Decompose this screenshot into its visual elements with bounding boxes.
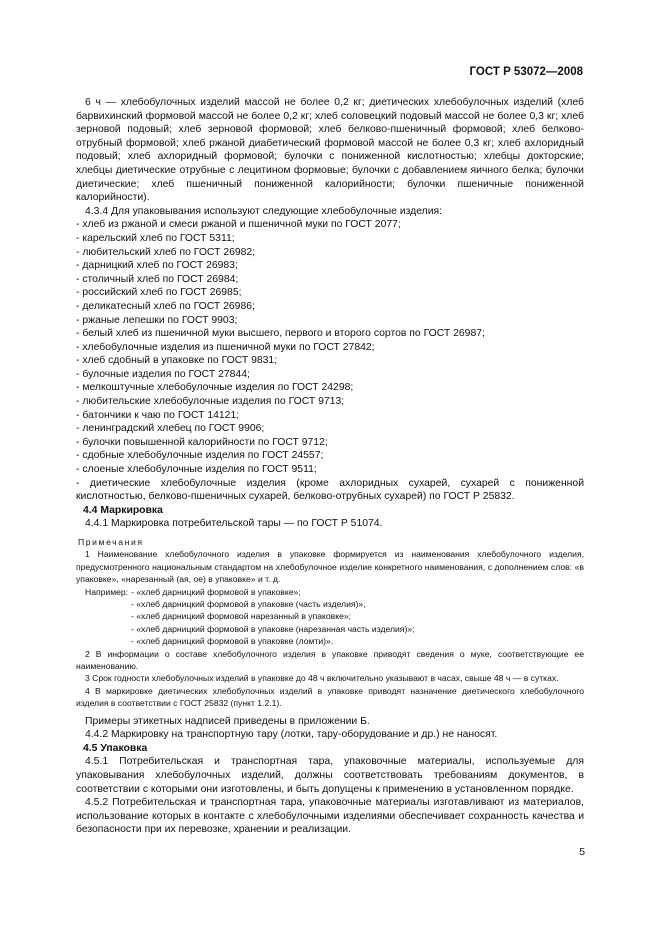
- note-4: 4 В маркировке диетических хлебобулочных изделий в упаковке приводят назначение диетического хлебобулочного изделия в соответствии с ГОСТ 25832 (пункт 1.2.1).: [76, 685, 584, 709]
- clause-4-5-1: 4.5.1 Потребительская и транспортная тара, упаковочные материалы, используемые для упаковывания хлебобулочных изделий, должны соответствовать требованиям документов, в соответствии с которыми они изготовлены, и быть допущены к применению в установленном порядке.: [76, 756, 584, 795]
- list-item: - белый хлеб из пшеничной муки высшего, первого и второго сортов по ГОСТ 26987;: [76, 328, 485, 340]
- list-item: - хлеб сдобный в упаковке по ГОСТ 9831;: [76, 355, 278, 367]
- notes-heading: Примечания: [78, 537, 144, 547]
- list-item: - дарницкий хлеб по ГОСТ 26983;: [76, 260, 238, 272]
- list-item: - диетические хлебобулочные изделия (кроме ахлоридных сухарей, сухарей с пониженной кислотностью, белково-пшеничных сухарей, белково-отрубных сухарей) по ГОСТ Р 25832.: [76, 477, 584, 503]
- clause-4-3-4: 4.3.4 Для упаковывания используют следующие хлебобулочные изделия:: [85, 205, 443, 217]
- example-item: - «хлеб дарницкий формовой в упаковке (нарезанная часть изделия)»;: [131, 623, 415, 634]
- list-item: - карельский хлеб по ГОСТ 5311;: [76, 232, 235, 244]
- section-heading-packaging: 4.5 Упаковка: [83, 742, 148, 754]
- section-heading-marking: 4.4 Маркировка: [83, 504, 163, 516]
- note-examples: [85, 586, 584, 598]
- list-item: - сдобные хлебобулочные изделия по ГОСТ 24557;: [76, 450, 324, 462]
- list-item: - булочные изделия по ГОСТ 27844;: [76, 368, 250, 380]
- document-code: ГОСТ Р 53072—2008: [469, 66, 583, 78]
- examples-reference: Примеры этикетных надписей приведены в приложении Б.: [85, 715, 370, 727]
- list-item: - любительские хлебобулочные изделия по ГОСТ 9713;: [76, 396, 345, 408]
- list-item: - ленинградский хлебец по ГОСТ 9906;: [76, 423, 265, 435]
- list-item: - деликатесный хлеб по ГОСТ 26986;: [76, 300, 255, 312]
- list-item: - хлеб из ржаной и смеси ржаной и пшеничной муки по ГОСТ 2077;: [76, 219, 401, 231]
- example-item: - «хлеб дарницкий формовой в упаковке (часть изделия)»,: [131, 599, 366, 610]
- example-label: Например:: [85, 586, 129, 597]
- example-item: - «хлеб дарницкий формовой в упаковке»;: [131, 586, 301, 597]
- paragraph-shelf-life: 6 ч — хлебобулочных изделий массой не более 0,2 кг; диетических хлебобулочных изделий (хлеб барвихинский формовой массой не более 0,2 кг; хлеб соловецкий подовый массой не более 0,3 кг; хлеб зерновой подовый; хлеб зерновой формовой; хлеб белково-пшеничный формовой; хлеб белково-отрубный формовой; хлеб ржаной диабетический формовой массой не более 0,3 кг; хлеб ахлоридный подовый; хлеб ахлоридный формовой; булочки с пониженной кислотностью; хлебцы докторские; хлебцы диетические отрубные с лецитином формовые; булочки с добавлением яичного белка; булочки диетические; хлеб пшеничный пониженной калорийности; булочки пшеничные пониженной калорийности).: [76, 97, 584, 204]
- page-content: [76, 96, 584, 837]
- list-item: - слоеные хлебобулочные изделия по ГОСТ 9511;: [76, 464, 317, 476]
- list-item: - мелкоштучные хлебобулочные изделия по ГОСТ 24298;: [76, 382, 354, 394]
- list-item: - российский хлеб по ГОСТ 26985;: [76, 287, 242, 299]
- clause-4-5-2: 4.5.2 Потребительская и транспортная тара, упаковочные материалы изготавливают из материалов, использование которых в контакте с хлебобулочными изделиями обеспечивает сохранность качества и безопасности при их перевозке, хранении и реализации.: [76, 797, 584, 836]
- list-item: - любительский хлеб по ГОСТ 26982;: [76, 246, 256, 258]
- note-1: 1 Наименование хлебобулочного изделия в упаковке формируется из наименования хлебобулочного изделия, предусмотренного национальным стандартом на хлебобулочное изделие конкретного наименования, с дополнением слов: «в упаковке», «нарезанный (ая, ое) в упаковке» и т. д.: [76, 549, 584, 585]
- product-list: [76, 218, 584, 503]
- example-item: - «хлеб дарницкий формовой нарезанный в упаковке»;: [131, 611, 352, 622]
- clause-4-4-2: 4.4.2 Маркировку на транспортную тару (лотки, тару-оборудование и др.) не наносят.: [85, 729, 498, 741]
- notes-block: [76, 536, 584, 710]
- list-item: - булочки повышенной калорийности по ГОСТ 9712;: [76, 436, 328, 448]
- example-item: - «хлеб дарницкий формовой в упаковке (ломти)».: [131, 636, 334, 647]
- note-2: 2 В информации о составе хлебобулочного изделия в упаковке приводят сведения о муке, соответствующие ее наименованию.: [76, 648, 584, 672]
- list-item: - ржаные лепешки по ГОСТ 9903;: [76, 314, 238, 326]
- list-item: - хлебобулочные изделия из пшеничной муки по ГОСТ 27842;: [76, 341, 375, 353]
- page-number: 5: [579, 847, 585, 858]
- list-item: - батончики к чаю по ГОСТ 14121;: [76, 409, 240, 421]
- clause-4-4-1: 4.4.1 Маркировка потребительской тары — по ГОСТ Р 51074.: [85, 518, 383, 530]
- list-item: - столичный хлеб по ГОСТ 26984;: [76, 273, 239, 285]
- note-3: 3 Срок годности хлебобулочных изделий в упаковке до 48 ч включительно указывают в часах, свыше 48 ч — в сутках.: [85, 673, 559, 684]
